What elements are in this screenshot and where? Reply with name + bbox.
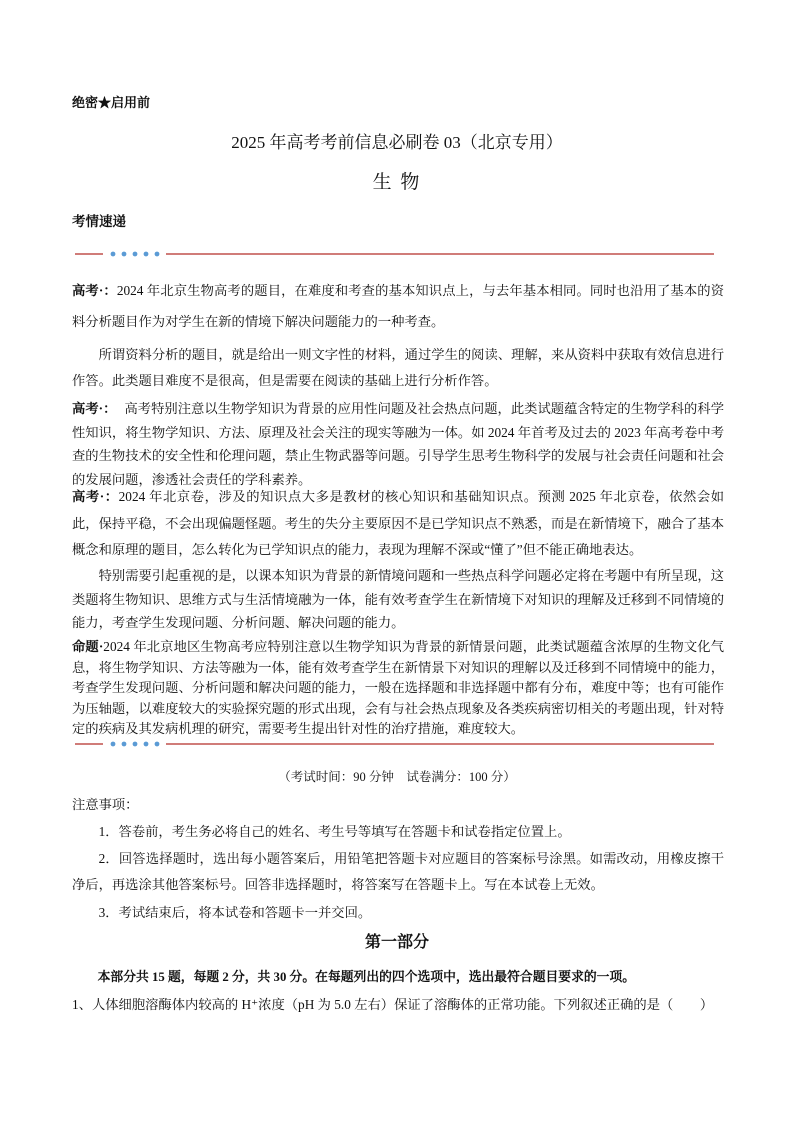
divider-dot bbox=[144, 252, 149, 257]
section-heading-exam-analysis: 考情速递 bbox=[72, 214, 126, 229]
divider-dot bbox=[111, 742, 116, 747]
paragraph-label: 高考·： bbox=[72, 283, 117, 298]
notice-item-1: 1．答卷前，考生务必将自己的姓名、考生号等填写在答题卡和试卷指定位置上。 bbox=[98, 824, 571, 839]
part-one-instructions: 本部分共 15 题，每题 2 分，共 30 分。在每题列出的四个选项中，选出最符合题目要求的一项。 bbox=[97, 970, 636, 984]
paragraph-text: 2024 年北京地区生物高考应特别注意以生物学知识为背景的新情景问题，此类试题蕴含浓厚的生物文化气息，将生物学知识、方法等融为一体，能有效考查学生在新情景下对知识的理解以及迁移到不同情境中的能力，考查学生发现问题、分析问题和解决问题的能力，一般在选择题和非选择题中都有分布，难度中等；也有可能作为压轴题，以难度较大的实验探究题的形式出现，会有与社会热点现象及各类疾病密切相关的考题出现，针对特定的疾病及其发病机理的研究，需要考生提出针对性的治疗措施，难度较大。 bbox=[72, 639, 725, 736]
divider-dot bbox=[133, 742, 138, 747]
divider-dot bbox=[133, 252, 138, 257]
notice-item-3: 3．考试结束后，将本试卷和答题卡一并交回。 bbox=[98, 905, 372, 920]
analysis-paragraph-6 bbox=[72, 637, 724, 740]
notice-item-2: 2．回答选择题时，选出每小题答案后，用铅笔把答题卡对应题目的答案标号涂黑。如需改动，用橡皮擦干净后，再选涂其他答案标号。回答非选择题时，将答案写在答题卡上。写在本试卷上无效。 bbox=[72, 851, 724, 892]
divider-dot bbox=[144, 742, 149, 747]
divider-dot bbox=[155, 252, 160, 257]
analysis-paragraph-2: 所谓资料分析的题目，就是给出一则文字性的材料，通过学生的阅读、理解，来从资料中获取有效信息进行作答。此类题目难度不是很高，但是需要在阅读的基础上进行分析作答。 bbox=[72, 347, 724, 388]
paragraph-label: 命题· bbox=[72, 639, 104, 654]
question-1-stem: 1、人体细胞溶酶体内较高的 H⁺浓度（pH 为 5.0 左右）保证了溶酶体的正常功能。下列叙述正确的是（ ） bbox=[72, 997, 714, 1012]
analysis-paragraph-4 bbox=[72, 484, 724, 564]
confidential-label: 绝密★启用前 bbox=[72, 95, 151, 110]
section-divider-bottom bbox=[72, 739, 724, 749]
divider-dot bbox=[111, 252, 116, 257]
analysis-paragraph-1 bbox=[72, 275, 724, 337]
paragraph-label: 高考·： bbox=[72, 401, 117, 416]
paragraph-text: 2024 年北京卷，涉及的知识点大多是教材的核心知识和基础知识点。预测 2025 年北京卷，依然会如此，保持平稳，不会出现偏题怪题。考生的失分主要原因不是已学知识点不熟悉，而是在新情境下，融合了基本概念和原理的题目，怎么转化为已学知识点的能力，表现为理解不深或“懂了”但不能正确地表达。 bbox=[72, 489, 724, 557]
exam-title: 2025 年高考考前信息必刷卷 03（北京专用） bbox=[231, 133, 563, 152]
analysis-paragraph-3 bbox=[72, 397, 724, 491]
paragraph-text: 高考特别注意以生物学知识为背景的应用性问题及社会热点问题，此类试题蕴含特定的生物学科的科学性知识，将生物学知识、方法、原理及社会关注的现实等融为一体。如 2024 年首考及过去的 2023 年高考卷中考查的生物技术的安全性和伦理问题，禁止生物武器等问题。引导学生思考生物科学的发展与社会责任问题和社会的发展问题，渗透社会责任的学科素养。 bbox=[72, 401, 724, 487]
paragraph-label: 高考·： bbox=[72, 489, 119, 504]
exam-time-and-score: （考试时间：90 分钟 试卷满分：100 分） bbox=[278, 770, 516, 784]
divider-dot bbox=[155, 742, 160, 747]
divider-dot bbox=[122, 742, 127, 747]
part-one-heading: 第一部分 bbox=[364, 934, 429, 951]
paragraph-text: 2024 年北京生物高考的题目，在难度和考查的基本知识点上，与去年基本相同。同时也沿用了基本的资料分析题目作为对学生在新的情境下解决问题能力的一种考查。 bbox=[72, 283, 725, 329]
analysis-paragraph-5: 特别需要引起重视的是，以课本知识为背景的新情境问题和一些热点科学问题必定将在考题中有所呈现，这类题将生物知识、思维方式与生活情境融为一体，能有效考查学生在新情境下对知识的理解及迁移到不同情境的能力，考查学生发现问题、分析问题、解决问题的能力。 bbox=[72, 568, 724, 630]
section-divider-top bbox=[72, 249, 724, 259]
subject-title: 生 物 bbox=[372, 172, 422, 193]
divider-dot bbox=[122, 252, 127, 257]
notices-heading: 注意事项： bbox=[72, 797, 139, 812]
